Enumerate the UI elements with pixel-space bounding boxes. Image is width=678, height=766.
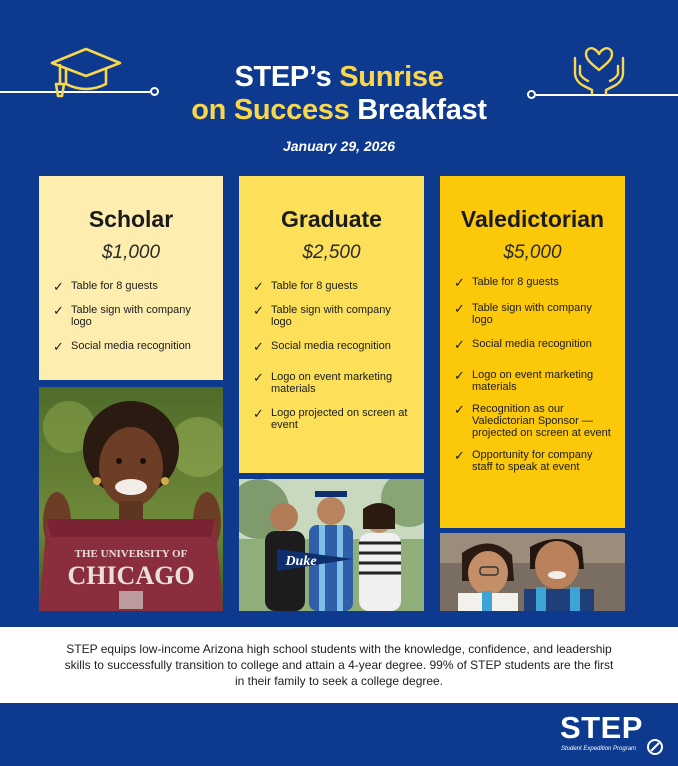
benefit-list	[53, 280, 211, 352]
check-icon: ✓	[454, 402, 465, 417]
check-icon: ✓	[454, 301, 465, 316]
check-icon: ✓	[253, 406, 264, 421]
event-date: January 29, 2026	[282, 138, 396, 154]
tier-card-graduate	[239, 176, 424, 473]
sweatshirt-text-line1: THE UNIVERSITY OF	[74, 548, 188, 560]
tier-price: $5,000	[503, 242, 562, 263]
benefit-item: ✓ Recognition as our Valedictorian Sponsor — projected on screen at event	[454, 402, 611, 439]
check-icon: ✓	[253, 279, 264, 294]
check-icon: ✓	[253, 370, 264, 385]
check-icon: ✓	[454, 368, 465, 383]
title-sunrise: Sunrise	[339, 61, 444, 93]
benefit-item: ✓ Logo on event marketing materials	[454, 368, 594, 393]
graduation-cap-icon	[48, 44, 124, 102]
benefit-item: ✓ Table for 8 guests	[253, 279, 358, 294]
tier-card-scholar	[39, 176, 223, 380]
tier-card-valedictorian	[440, 176, 625, 528]
tier-price: $2,500	[302, 242, 361, 263]
tier-name: Graduate	[281, 206, 382, 232]
benefit-item: ✓ Logo on event marketing materials	[253, 370, 393, 395]
sweatshirt-text-line2: CHICAGO	[67, 561, 195, 590]
about-text: STEP equips low-income Arizona high school students with the knowledge, confidence, and leadership skills to successfully transition to college and attain a 4-year degree. 99% of STEP students are the first in their family to seek a college degree.	[64, 642, 614, 688]
benefit-item: ✓ Table sign with company logo	[53, 303, 191, 328]
benefit-item: ✓ Logo projected on screen at event	[253, 406, 408, 431]
scholar-student-photo	[39, 387, 223, 611]
step-logo: STEP	[560, 710, 643, 745]
heart-hands-icon	[570, 44, 628, 96]
tier-name: Valedictorian	[460, 206, 605, 232]
check-icon: ✓	[53, 303, 64, 318]
check-icon: ✓	[454, 337, 465, 352]
event-title-line2	[139, 92, 539, 128]
check-icon: ✓	[253, 339, 264, 354]
benefit-list	[253, 280, 412, 431]
benefit-item: ✓ Table for 8 guests	[53, 279, 158, 294]
about-section	[0, 627, 678, 703]
benefit-item: ✓ Opportunity for company staff to speak at event	[454, 448, 593, 473]
benefit-item: ✓ Social media recognition	[53, 339, 191, 354]
valedictorian-students-photo	[440, 533, 625, 611]
check-icon: ✓	[454, 275, 465, 290]
check-icon: ✓	[53, 279, 64, 294]
benefit-item: ✓ Table for 8 guests	[454, 275, 559, 290]
step-logo-tagline: Student Expedition Program	[561, 746, 637, 752]
benefit-list	[454, 276, 613, 473]
benefit-item: ✓ Table sign with company logo	[454, 301, 592, 326]
check-icon: ✓	[53, 339, 64, 354]
event-title-line1	[139, 59, 539, 95]
benefit-item: ✓ Table sign with company logo	[253, 303, 391, 328]
benefit-item: ✓ Social media recognition	[253, 339, 391, 354]
compass-icon	[646, 738, 664, 756]
title-step: STEP’s	[234, 61, 332, 93]
check-icon: ✓	[454, 448, 465, 463]
graduate-family-photo	[239, 479, 424, 611]
benefit-item: ✓ Social media recognition	[454, 337, 592, 352]
tier-name: Scholar	[88, 206, 174, 232]
title-breakfast: Breakfast	[357, 94, 487, 126]
title-on-success: on Success	[191, 94, 350, 126]
pennant-text: Duke	[285, 554, 317, 569]
check-icon: ✓	[253, 303, 264, 318]
tier-price: $1,000	[101, 242, 161, 263]
